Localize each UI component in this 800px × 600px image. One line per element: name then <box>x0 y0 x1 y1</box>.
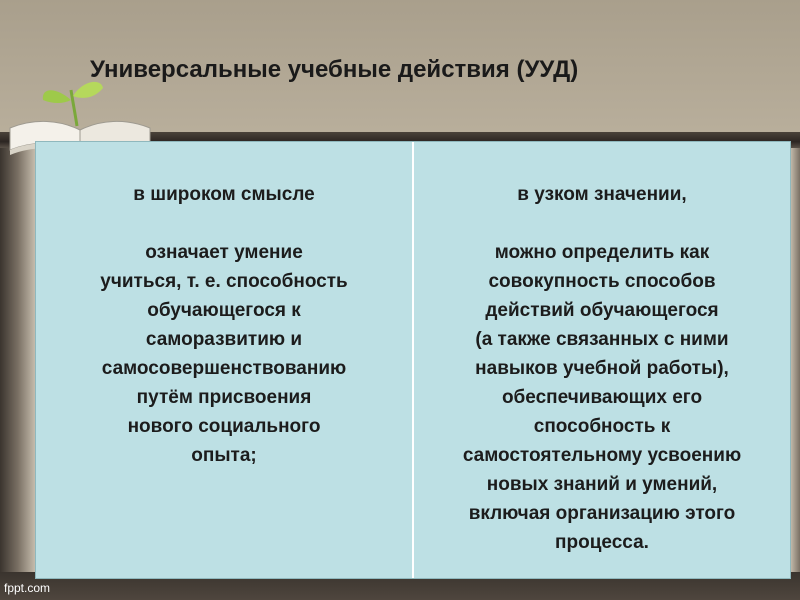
slide-title: Универсальные учебные действия (УУД) <box>90 56 579 83</box>
comparison-table <box>36 142 790 578</box>
column-text-line: (а также связанных с ними <box>475 329 729 350</box>
column-text-line: учиться, т. е. способность <box>100 271 348 292</box>
column-text-line: обучающегося к <box>147 300 301 321</box>
column-text-line: самосовершенствованию <box>101 358 347 379</box>
column-text-line: навыков учебной работы), <box>475 358 729 379</box>
left-shadow <box>0 148 36 600</box>
column-text-line: совокупность способов <box>488 271 716 292</box>
column-text-line: включая организацию этого <box>468 503 736 524</box>
column-text-line: нового социального <box>127 416 321 437</box>
column-spacer <box>36 209 412 238</box>
column-text-line: способность к <box>533 416 671 437</box>
column-text-line: путём присвоения <box>136 387 312 408</box>
table-column-broad <box>36 142 414 578</box>
column-text-line: саморазвитию и <box>145 329 303 350</box>
column-text-line: действий обучающегося <box>485 300 719 321</box>
column-heading: в узком значении, <box>517 184 687 205</box>
column-spacer <box>414 209 790 238</box>
column-text-line: новых знаний и умений, <box>486 474 718 495</box>
column-text-line: означает умение <box>145 242 303 263</box>
column-text-line: самостоятельному усвоению <box>462 445 742 466</box>
right-shadow <box>790 148 800 600</box>
table-column-narrow <box>414 142 790 578</box>
column-text-line: процесса. <box>555 532 649 553</box>
column-text-line: опыта; <box>191 445 257 466</box>
column-heading: в широком смысле <box>133 184 315 205</box>
column-text-line: можно определить как <box>494 242 710 263</box>
column-text-line: обеспечивающих его <box>501 387 703 408</box>
watermark-text: fppt.com <box>4 581 51 595</box>
